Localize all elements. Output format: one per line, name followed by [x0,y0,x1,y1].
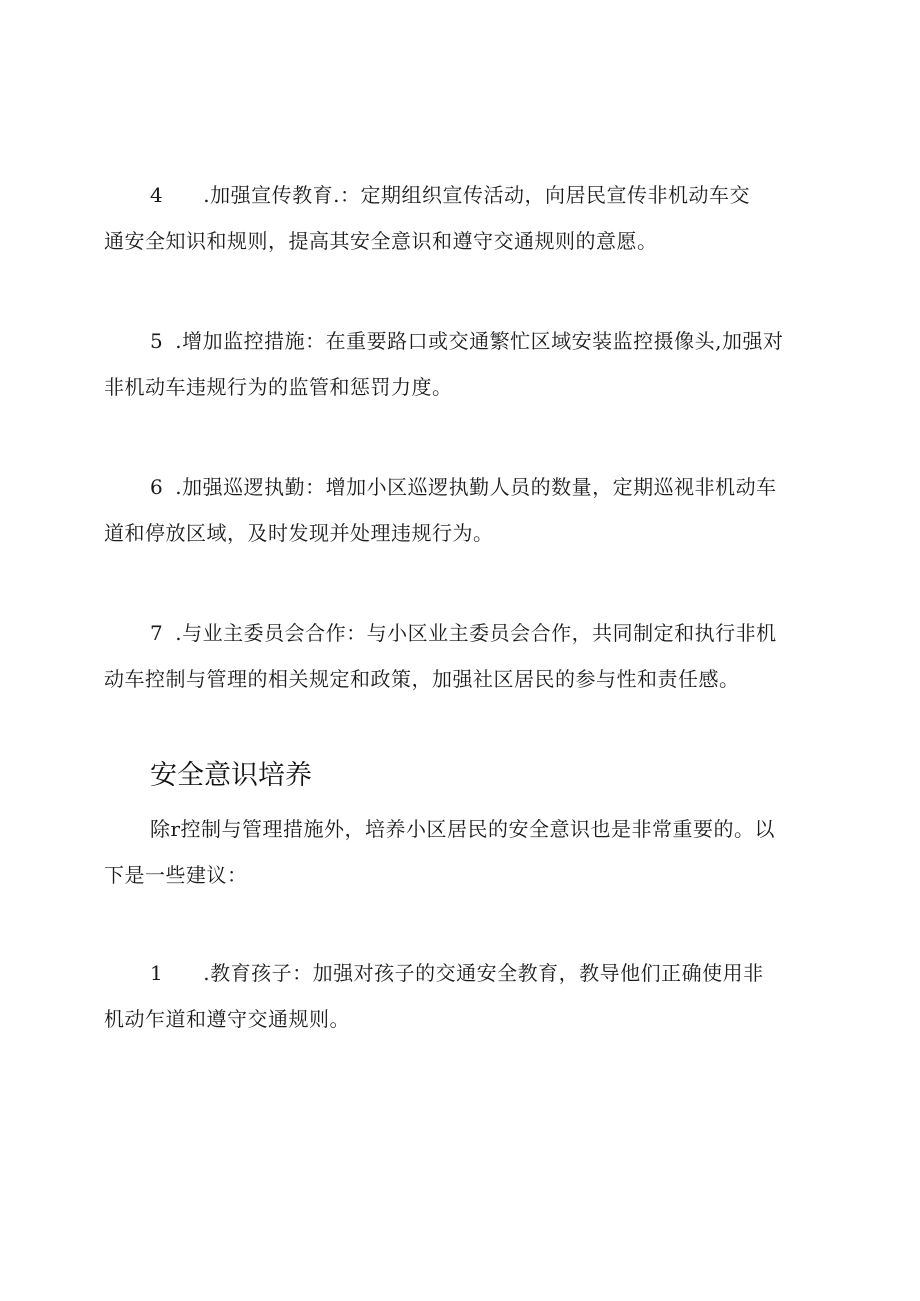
list-number: 1 [150,961,164,985]
list-item-text: 道和停放区域，及时发现并处理违规行为。 [104,521,494,545]
list-number: 4 [150,183,164,207]
list-item-6 [104,464,816,556]
list-item-text: .教育孩子：加强对孩子的交通安全教育，教导他们正确使用非 [203,961,764,985]
list-item-text: .加强宣传教育.：定期组织宣传活动，向居民宣传非机动车交 [203,183,750,207]
suggestion-item-1 [104,950,816,1042]
section-heading: 安全意识培养 [150,760,312,791]
list-item-5 [104,318,816,410]
list-item-text: 通安全知识和规则，提高其安全意识和遵守交通规则的意愿。 [104,229,658,253]
intro-text: 除r控制与管理措施外，培养小区居民的安全意识也是非常重要的。以 [150,817,776,841]
list-item-text: 动车控制与管理的相关规定和政策，加强社区居民的参与性和责任感。 [104,667,740,691]
list-item-4 [104,172,816,264]
list-item-text: 机动乍道和遵守交通规则。 [104,1007,350,1031]
list-number: 7 [150,621,164,645]
section-intro [104,806,816,898]
list-number: 6 [150,475,164,499]
intro-text: 下是一些建议： [104,863,248,887]
list-item-text: .增加监控措施：在重要路口或交通繁忙区域安装监控摄像头,加强对 [175,329,784,353]
list-item-text: .加强巡逻执勤：增加小区巡逻执勤人员的数量，定期巡视非机动车 [175,475,777,499]
list-item-7 [104,610,816,702]
list-item-text: .与业主委员会合作：与小区业主委员会合作，共同制定和执行非机 [175,621,777,645]
list-item-text: 非机动车违规行为的监管和惩罚力度。 [104,375,453,399]
list-number: 5 [150,329,164,353]
